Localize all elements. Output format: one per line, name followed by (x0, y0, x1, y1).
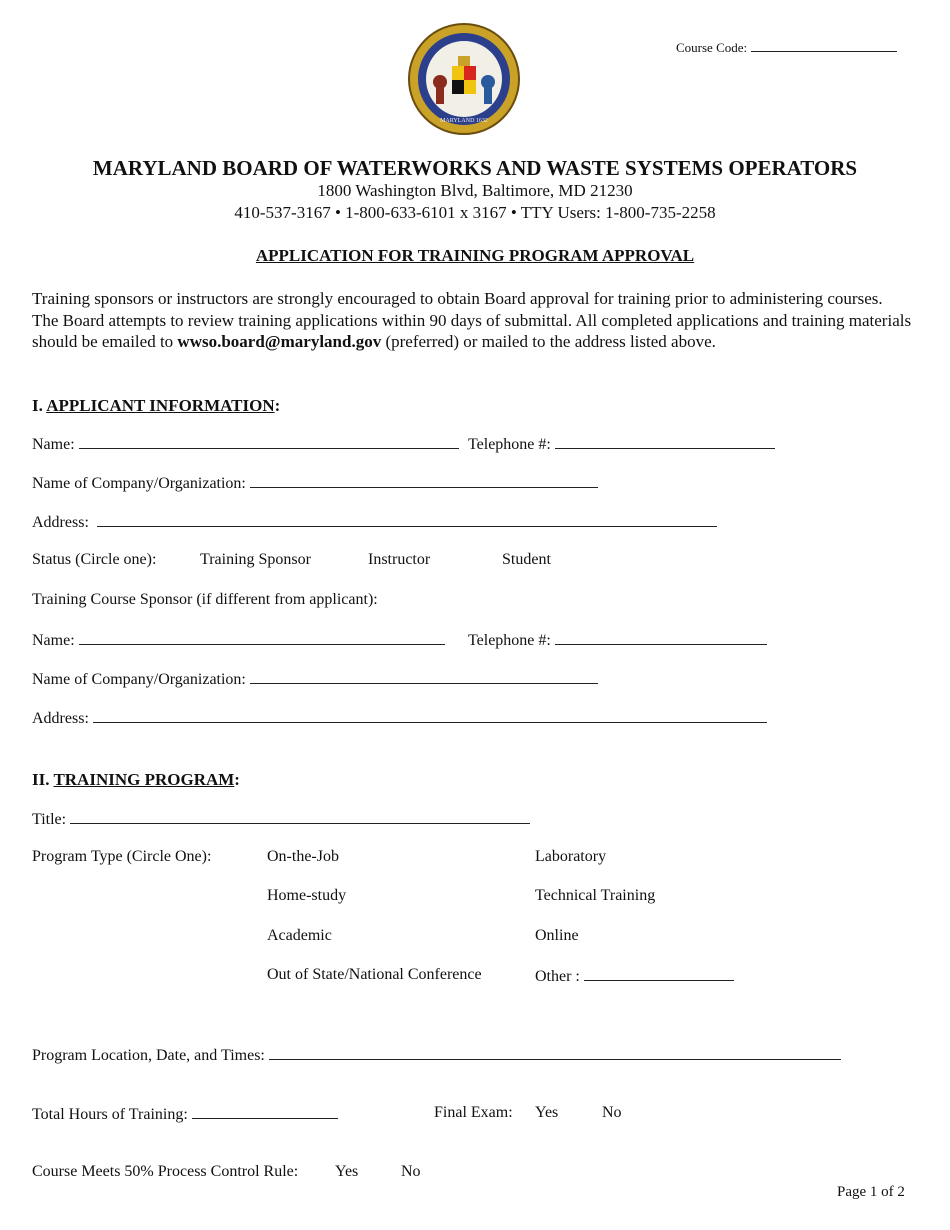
maryland-seal (406, 22, 522, 136)
course-code-field[interactable] (676, 39, 897, 56)
final-exam-no[interactable]: No (602, 1104, 622, 1121)
process-control-label: Course Meets 50% Process Control Rule: (32, 1163, 299, 1180)
program-type-on-the-job[interactable]: On-the-Job (267, 848, 339, 865)
board-phones: 410-537-3167 • 1-800-633-6101 x 3167 • TTY Users: 1-800-735-2258 (234, 203, 716, 222)
applicant-address-field[interactable] (32, 512, 717, 532)
sponsor-telephone-label: Telephone #: (468, 632, 551, 649)
sponsor-telephone-field[interactable] (468, 630, 767, 650)
program-type-online[interactable]: Online (535, 927, 579, 944)
form-title: APPLICATION FOR TRAINING PROGRAM APPROVAL (255, 246, 695, 265)
section-2-heading: II. TRAINING PROGRAM: (32, 770, 240, 789)
program-type-technical-training[interactable]: Technical Training (535, 887, 656, 904)
program-type-academic[interactable]: Academic (267, 927, 332, 944)
section-1-heading: I. APPLICANT INFORMATION: (32, 396, 281, 415)
sponsor-address-label: Address: (32, 710, 89, 727)
status-option-student[interactable]: Student (502, 551, 551, 568)
intro-text-end: (preferred) or mailed to the address listed above. (381, 332, 716, 351)
applicant-telephone-field[interactable] (468, 434, 775, 454)
program-type-out-of-state[interactable]: Out of State/National Conference (267, 966, 482, 983)
seal-text: MARYLAND 1632 (440, 118, 488, 124)
applicant-name-field[interactable] (32, 434, 459, 454)
program-title-field[interactable] (32, 809, 530, 829)
hours-label: Total Hours of Training: (32, 1106, 188, 1123)
board-name: MARYLAND BOARD OF WATERWORKS AND WASTE SYSTEMS OPERATORS (92, 156, 858, 180)
final-exam-yes[interactable]: Yes (535, 1104, 559, 1121)
program-type-label: Program Type (Circle One): (32, 848, 212, 865)
intro-paragraph (32, 288, 912, 353)
process-control-no[interactable]: No (401, 1163, 421, 1180)
name-label: Name: (32, 436, 75, 453)
status-option-training-sponsor[interactable]: Training Sponsor (200, 551, 311, 568)
location-label: Program Location, Date, and Times: (32, 1047, 265, 1064)
page-number: Page 1 of 2 (837, 1184, 905, 1200)
address-label: Address: (32, 514, 89, 531)
process-control-yes[interactable]: Yes (335, 1163, 359, 1180)
company-label: Name of Company/Organization: (32, 475, 246, 492)
program-type-laboratory[interactable]: Laboratory (535, 848, 607, 865)
sponsor-label: Training Course Sponsor (if different from applicant): (32, 591, 378, 608)
board-email[interactable]: wwso.board@maryland.gov (177, 332, 382, 351)
applicant-company-field[interactable] (32, 473, 598, 493)
status-option-instructor[interactable]: Instructor (368, 551, 431, 568)
final-exam-label: Final Exam: (434, 1104, 513, 1121)
telephone-label: Telephone #: (468, 436, 551, 453)
board-address: 1800 Washington Blvd, Baltimore, MD 21230 (317, 181, 633, 200)
sponsor-company-field[interactable] (32, 669, 598, 689)
program-type-other-field[interactable] (535, 966, 734, 986)
program-type-other: Other : (535, 968, 580, 985)
status-label: Status (Circle one): (32, 551, 157, 568)
sponsor-name-field[interactable] (32, 630, 445, 650)
sponsor-company-label: Name of Company/Organization: (32, 671, 246, 688)
program-location-field[interactable] (32, 1045, 841, 1065)
intro-text: Training sponsors or instructors are strongly encouraged to obtain Board approval for training prior to administering courses. The Board attempts to review training applications within 90 days of submittal. All completed applications and training materials should be emailed to (32, 289, 912, 351)
total-hours-field[interactable] (32, 1104, 338, 1124)
sponsor-address-field[interactable] (32, 708, 767, 728)
course-code-label: Course Code: (676, 40, 748, 55)
title-label: Title: (32, 811, 67, 828)
sponsor-name-label: Name: (32, 632, 75, 649)
program-type-home-study[interactable]: Home-study (267, 887, 347, 904)
